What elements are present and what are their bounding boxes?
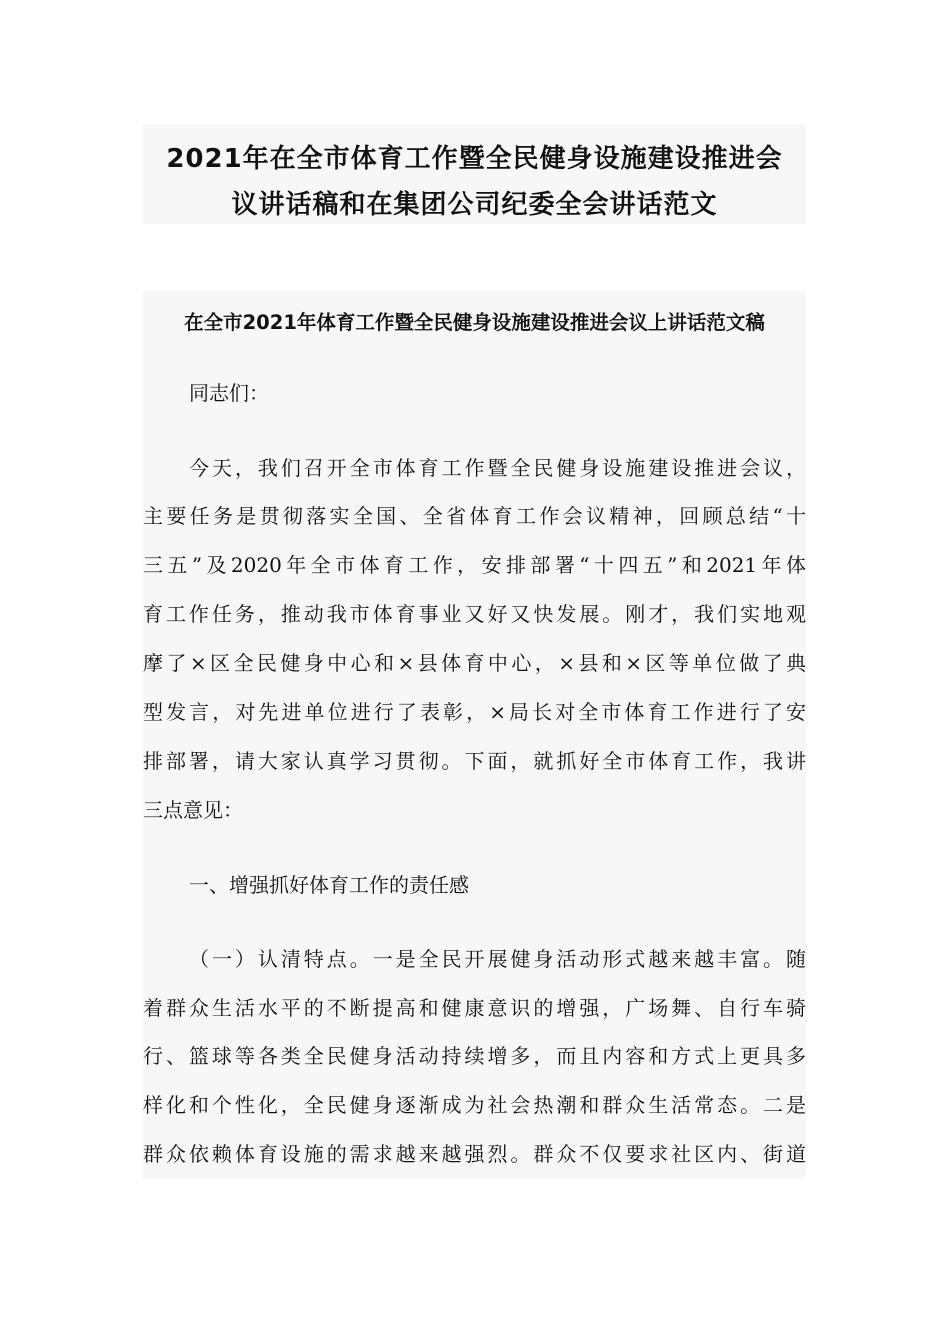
section-heading: 一、增强抓好体育工作的责任感 — [189, 873, 469, 897]
paragraph-line: 行、篮球等各类全民健身活动持续增多，而且内容和方式上更具多 — [143, 1044, 806, 1068]
paragraph-line: 主要任务是贯彻落实全国、全省体育工作会议精神，回顾总结“十 — [143, 504, 806, 528]
paragraph-line: 摩了×区全民健身中心和×县体育中心，×县和×区等单位做了典 — [143, 651, 806, 675]
paragraph-line: 着群众生活水平的不断提高和健康意识的增强，广场舞、自行车骑 — [143, 996, 806, 1020]
paragraph-line: 今天，我们召开全市体育工作暨全民健身设施建设推进会议， — [189, 456, 806, 480]
paragraph-line: 排部署，请大家认真学习贯彻。下面，就抓好全市体育工作，我讲 — [143, 749, 806, 773]
paragraph-line: （一）认清特点。一是全民开展健身活动形式越来越丰富。随 — [189, 947, 806, 971]
title-line-1: 2021年在全市体育工作暨全民健身设施建设推进会 — [166, 144, 783, 174]
paragraph-line: 三点意见： — [143, 798, 243, 822]
speech-subtitle: 在全市2021年体育工作暨全民健身设施建设推进会议上讲话范文稿 — [184, 311, 765, 334]
salutation: 同志们： — [189, 381, 269, 405]
paragraph-line: 群众依赖体育设施的需求越来越强烈。群众不仅要求社区内、街道 — [143, 1142, 806, 1166]
document-title — [143, 124, 806, 224]
title-line-2: 议讲话稿和在集团公司纪委全会讲话范文 — [231, 190, 718, 220]
paragraph-line: 样化和个性化，全民健身逐渐成为社会热潮和群众生活常态。二是 — [143, 1093, 806, 1117]
document-body — [143, 291, 806, 1179]
paragraph-line: 育工作任务，推动我市体育事业又好又快发展。刚才，我们实地观 — [143, 602, 806, 626]
paragraph-line: 型发言，对先进单位进行了表彰，×局长对全市体育工作进行了安 — [143, 700, 806, 724]
paragraph-line: 三五”及2020年全市体育工作，安排部署“十四五”和2021年体 — [143, 553, 806, 577]
